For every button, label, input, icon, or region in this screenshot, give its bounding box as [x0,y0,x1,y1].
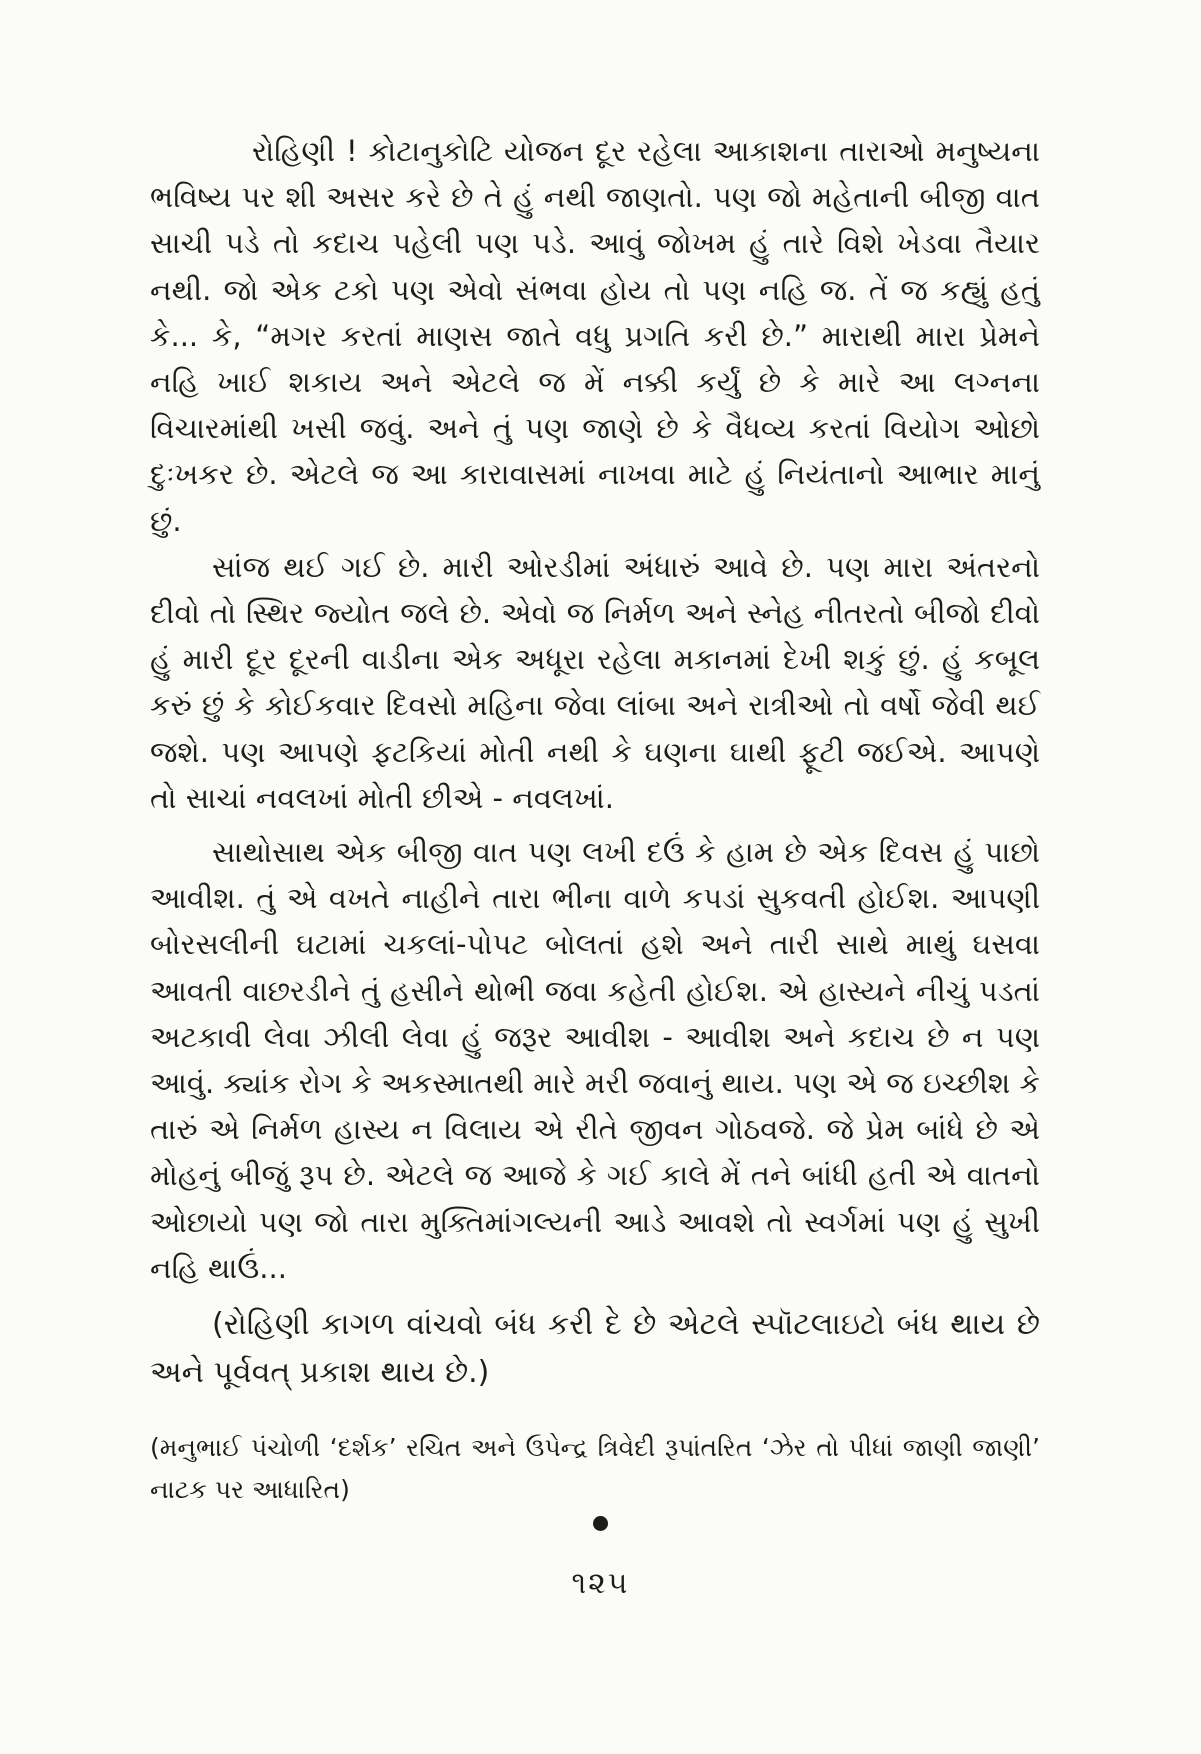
paragraph-1: રોહિણી ! કોટાનુકોટિ યોજન દૂર રહેલા આકાશના તારાઓ મનુષ્યના ભવિષ્ય પર શી અસર કરે છે તે હું નથી જાણતો. પણ જો મહેતાની બીજી વાત સાચી પડે તો કદાચ પહેલી પણ પડે. આવું જોખમ હું તારે વિશે ખેડવા તૈયાર નથી. જો એક ટકો પણ એવો સંભવા હોય તો પણ નહિ જ. તેં જ કહ્યું હતું કે... કે, “મગર કરતાં માણસ જાતે વધુ પ્રગતિ કરી છે.” મારાથી મારા પ્રેમને નહિ ખાઈ શકાય અને એટલે જ મેં નક્કી કર્યું છે કે મારે આ લગ્નના વિચારમાંથી ખસી જવું. અને તું પણ જાણે છે કે વૈધવ્ય કરતાં વિયોગ ઓછો દુઃખકર છે. એટલે જ આ કારાવાસમાં નાખવા માટે હું નિયંતાનો આભાર માનું છું. [150,134,1040,538]
section-end-bullet [593,1516,608,1531]
source-note: (મનુભાઈ પંચોળી ‘દર્શક’ રચિત અને ઉપેન્દ્ર ત્રિવેદી રૂપાંતરિત ‘ઝેર તો પીધાં જાણી જાણી’ નાટક પર આધારિત) [150,1433,1040,1505]
paragraph-3: સાથોસાથ એક બીજી વાત પણ લખી દઉં કે હામ છે એક દિવસ હું પાછો આવીશ. તું એ વખતે નાહીને તારા ભીના વાળે કપડાં સુકવતી હોઈશ. આપણી બોરસલીની ઘટામાં ચકલાં-પોપટ બોલતાં હશે અને તારી સાથે માથું ઘસવા આવતી વાછરડીને તું હસીને થોભી જવા કહેતી હોઈશ. એ હાસ્યને નીચું પડતાં અટકાવી લેવા ઝીલી લેવા હું જરૂર આવીશ - આવીશ અને કદાચ છે ન પણ આવું. ક્યાંક રોગ કે અકસ્માતથી મારે મરી જવાનું થાય. પણ એ જ ઇચ્છીશ કે તારું એ નિર્મળ હાસ્ય ન વિલાય એ રીતે જીવન ગોઠવજે. જે પ્રેમ બાંધે છે એ મોહનું બીજું રૂપ છે. એટલે જ આજે કે ગઈ કાલે મેં તને બાંધી હતી એ વાતનો ઓછાયો પણ જો તારા મુક્તિમાંગલ્યની આડે આવશે તો સ્વર્ગમાં પણ હું સુખી નહિ થાઉં... [150,835,1040,1285]
stage-direction: (રોહિણી કાગળ વાંચવો બંધ કરી દે છે એટલે સ્પૉટલાઇટો બંધ થાય છે અને પૂર્વવત્ પ્રકાશ થાય છે.) [150,1307,1040,1391]
page-number: ૧૨૫ [571,1566,630,1601]
paragraph-2: સાંજ થઈ ગઈ છે. મારી ઓરડીમાં અંધારું આવે છે. પણ મારા અંતરનો દીવો તો સ્થિર જ્યોત જલે છે. એવો જ નિર્મળ અને સ્નેહ નીતરતો બીજો દીવો હું મારી દૂર દૂરની વાડીના એક અધૂરા રહેલા મકાનમાં દેખી શકું છું. હું કબૂલ કરું છું કે કોઈકવાર દિવસો મહિના જેવા લાંબા અને રાત્રીઓ તો વર્ષો જેવી થઈ જશે. પણ આપણે ફટકિયાં મોતી નથી કે ઘણના ઘાથી ફૂટી જઈએ. આપણે તો સાચાં નવલખાં મોતી છીએ - નવલખાં. [150,549,1040,815]
body-text [150,128,1040,1536]
